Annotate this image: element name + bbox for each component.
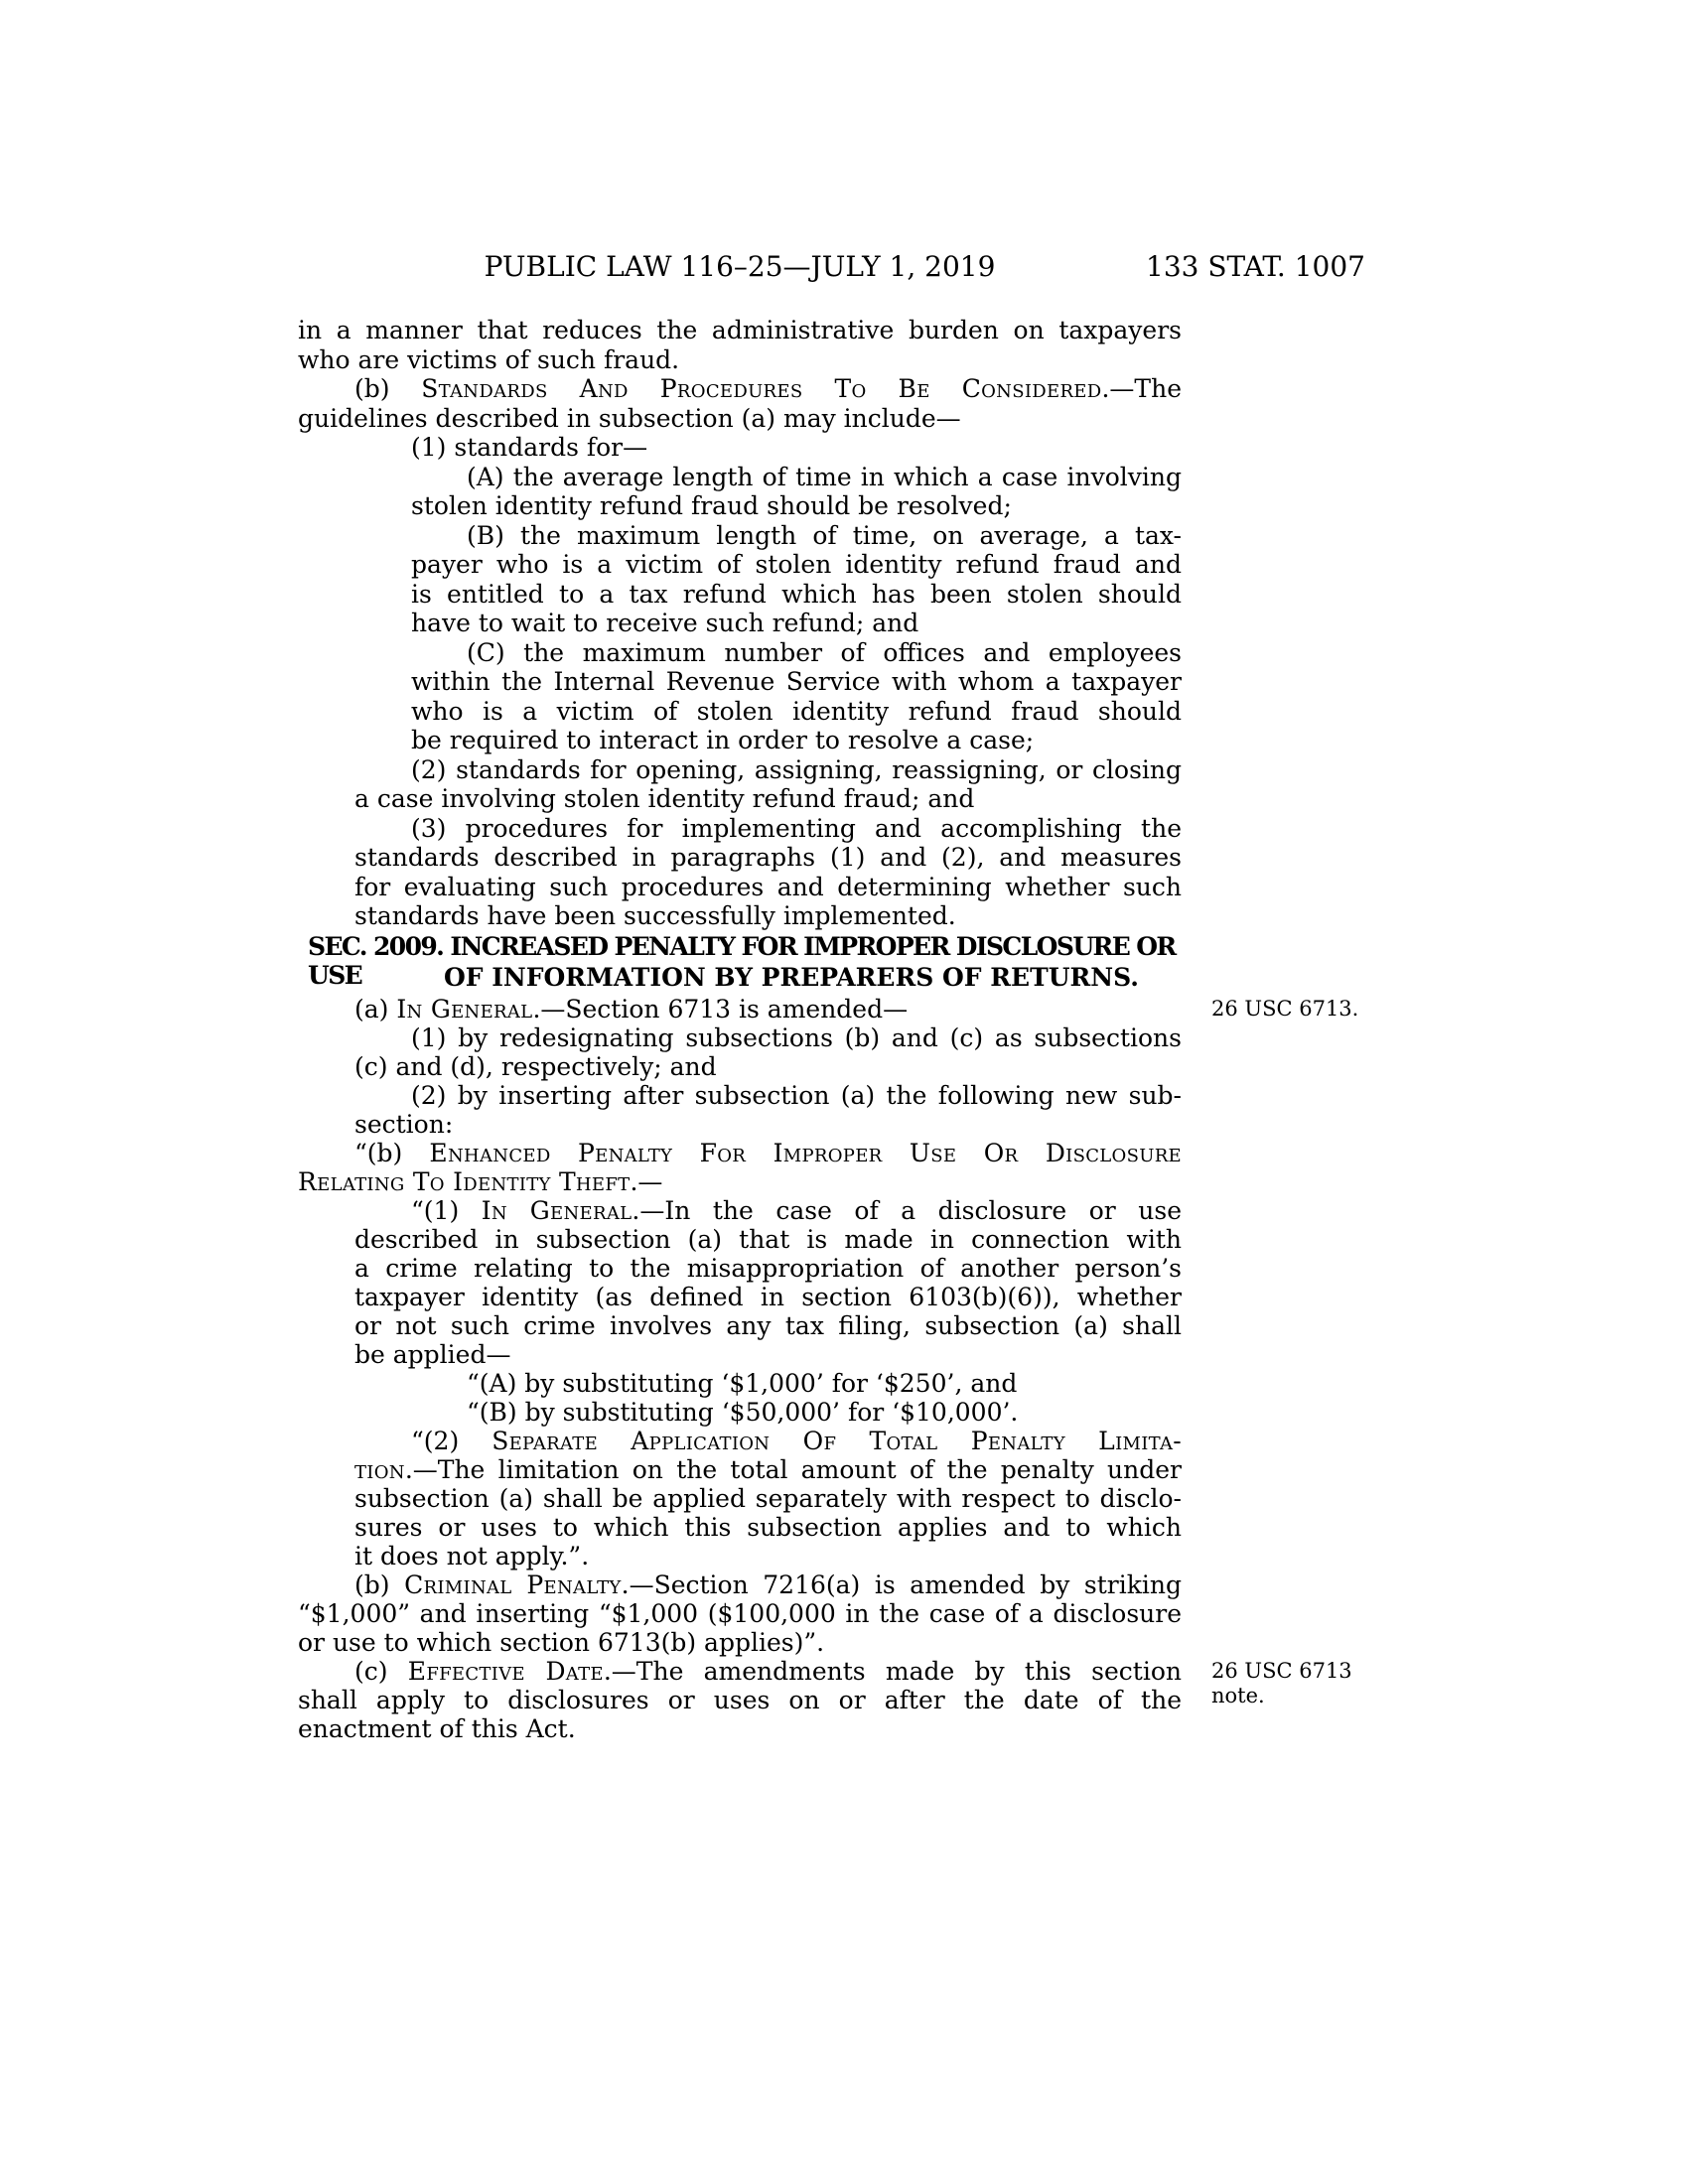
text-run: “(B) by substituting ‘$50,000’ for ‘$10,000’. <box>467 1398 1019 1427</box>
statute-line <box>298 1225 1182 1255</box>
text-run: (1) standards for— <box>411 433 648 462</box>
text-run: (c) and (d), respectively; and <box>354 1052 717 1081</box>
text-run: (C) the maximum number of offices and employees <box>467 637 1182 667</box>
margin-note-line: 26 USC 6713 <box>1211 1659 1352 1683</box>
text-run: within the Internal Revenue Service with whom a taxpayer <box>411 667 1182 696</box>
margin-note <box>1211 1659 1410 1708</box>
text-run: standards have been successfully implemented. <box>354 901 956 930</box>
small-caps-run: Separate Application Of Total Penalty Limita- <box>492 1427 1182 1455</box>
statute-line <box>298 1110 1182 1140</box>
text-run: .—The <box>1101 374 1182 403</box>
text-run: “(A) by substituting ‘$1,000’ for ‘$250’, and <box>467 1369 1018 1398</box>
small-caps-run: Criminal Penalty <box>404 1570 622 1599</box>
statute-line <box>298 1081 1182 1111</box>
statute-line <box>298 550 1182 580</box>
statute-line <box>298 491 1182 521</box>
statute-line <box>298 1311 1182 1341</box>
text-run: or use to which section 6713(b) applies)”. <box>298 1628 825 1657</box>
text-run: who are victims of such fraud. <box>298 344 680 374</box>
text-run: a case involving stolen identity refund fraud; and <box>354 784 975 813</box>
statute-line <box>298 667 1182 697</box>
statute-line <box>298 1254 1182 1284</box>
small-caps-run: In General <box>481 1196 633 1225</box>
section-heading-line <box>298 963 1182 993</box>
text-run: “$1,000” and inserting “$1,000 ($100,000 in the case of a disclosure <box>298 1599 1182 1628</box>
text-run: .— <box>630 1167 663 1196</box>
statute-line <box>298 1369 1182 1399</box>
text-run: .—The limitation on the total amount of the penalty under <box>404 1455 1182 1484</box>
statute-line <box>298 901 1182 931</box>
text-run: stolen identity refund fraud should be resolved; <box>411 491 1012 520</box>
statute-line <box>298 1024 1182 1053</box>
text-run: payer who is a victim of stolen identity refund fraud and <box>411 550 1182 579</box>
statute-line <box>298 843 1182 873</box>
text-run: (1) by redesignating subsections (b) and (c) as subsections <box>411 1024 1182 1052</box>
margin-note-line: 26 USC 6713. <box>1211 997 1359 1021</box>
statute-line <box>298 1599 1182 1629</box>
statute-line <box>298 404 1182 434</box>
statute-line <box>298 1196 1182 1226</box>
statute-line <box>298 1455 1182 1485</box>
statute-line <box>298 1340 1182 1370</box>
statute-line <box>298 1628 1182 1658</box>
statute-line <box>298 521 1182 551</box>
text-run: shall apply to disclosures or uses on or after the date of the <box>298 1686 1182 1714</box>
page-number: 133 STAT. 1007 <box>1146 250 1365 283</box>
text-run: subsection (a) shall be applied separately with respect to disclo- <box>354 1484 1182 1513</box>
text-run: .—Section 7216(a) is amended by striking <box>621 1570 1182 1599</box>
text-run: have to wait to receive such refund; and <box>411 609 919 637</box>
text-run: “(2) <box>411 1427 492 1455</box>
statute-line <box>298 433 1182 463</box>
text-run: or not such crime involves any tax filing, subsection (a) shall <box>354 1311 1182 1340</box>
text-run: (b) <box>354 374 422 403</box>
statute-line <box>298 1427 1182 1456</box>
text-run: taxpayer identity (as defined in section 6103(b)(6)), whether <box>354 1283 1182 1311</box>
statute-line <box>298 784 1182 814</box>
statute-line <box>298 1052 1182 1082</box>
small-caps-run: In General <box>396 995 533 1024</box>
statute-line <box>298 814 1182 844</box>
text-run: “(1) <box>411 1196 482 1225</box>
text-run: .—In the case of a disclosure or use <box>632 1196 1183 1225</box>
statute-line <box>298 726 1182 755</box>
statute-line <box>298 873 1182 902</box>
statute-line <box>298 1542 1182 1571</box>
text-run: (a) <box>354 995 397 1024</box>
statute-line <box>298 1657 1182 1687</box>
margin-note <box>1211 997 1410 1022</box>
text-run: sures or uses to which this subsection applies and to which <box>354 1513 1182 1542</box>
text-run: (c) <box>354 1657 408 1686</box>
statute-line <box>298 638 1182 668</box>
statute-line <box>298 609 1182 638</box>
statute-line <box>298 995 1182 1024</box>
statute-line <box>298 1513 1182 1543</box>
statute-line <box>298 580 1182 610</box>
text-run: described in subsection (a) that is made in connection with <box>354 1225 1182 1254</box>
running-head-title: PUBLIC LAW 116–25—JULY 1, 2019 <box>484 250 996 283</box>
text-run: “(b) <box>354 1139 430 1167</box>
statute-line <box>298 1398 1182 1428</box>
statute-line <box>298 1686 1182 1715</box>
statute-line <box>298 345 1182 375</box>
statute-line <box>298 1570 1182 1600</box>
margin-note-line: note. <box>1211 1684 1265 1707</box>
small-caps-run: Relating To Identity Theft <box>298 1167 631 1196</box>
text-run: (b) <box>354 1570 405 1599</box>
text-run: standards described in paragraphs (1) and (2), and measures <box>354 843 1182 872</box>
text-run: OF INFORMATION BY PREPARERS OF RETURNS. <box>444 963 1139 992</box>
text-run: it does not apply.”. <box>354 1542 590 1570</box>
small-caps-run: Enhanced Penalty For Improper Use Or Disclosure <box>429 1139 1182 1167</box>
statute-line <box>298 1167 1182 1197</box>
statute-line <box>298 463 1182 492</box>
text-run: a crime relating to the misappropriation of another person’s <box>354 1254 1182 1283</box>
text-run: .—Section 6713 is amended— <box>532 995 909 1024</box>
text-run: in a manner that reduces the administrative burden on taxpayers <box>298 316 1182 344</box>
text-run: (2) standards for opening, assigning, reassigning, or closing <box>411 754 1182 784</box>
statute-line <box>298 1484 1182 1514</box>
text-run: be required to interact in order to resolve a case; <box>411 726 1035 754</box>
statute-line <box>298 1714 1182 1744</box>
small-caps-run: Standards And Procedures To Be Considered <box>421 374 1102 403</box>
text-run: is entitled to a tax refund which has been stolen should <box>411 579 1182 609</box>
text-run: (2) by inserting after subsection (a) the following new sub- <box>411 1081 1182 1110</box>
text-run: (A) the average length of time in which a case involving <box>467 462 1182 491</box>
text-run: who is a victim of stolen identity refund fraud should <box>411 696 1182 726</box>
small-caps-run: tion <box>354 1455 405 1484</box>
statute-line <box>298 1283 1182 1312</box>
text-run: (B) the maximum length of time, on average, a tax- <box>467 520 1182 550</box>
text-run: .—The amendments made by this section <box>603 1657 1182 1686</box>
statute-line <box>298 755 1182 785</box>
text-run: be applied— <box>354 1340 511 1369</box>
text-run: (3) procedures for implementing and accomplishing the <box>411 813 1182 843</box>
statute-line <box>298 1139 1182 1168</box>
text-run: section: <box>354 1110 454 1139</box>
text-run: enactment of this Act. <box>298 1714 576 1743</box>
text-run: guidelines described in subsection (a) may include— <box>298 403 961 433</box>
text-run: for evaluating such procedures and determining whether such <box>354 872 1182 901</box>
statute-line <box>298 374 1182 404</box>
text-run: SEC. 2009. INCREASED PENALTY FOR IMPROPER DISCLOSURE OR USE <box>308 932 1176 990</box>
statute-line <box>298 697 1182 727</box>
small-caps-run: Effective Date <box>407 1657 604 1686</box>
statute-line <box>298 316 1182 345</box>
